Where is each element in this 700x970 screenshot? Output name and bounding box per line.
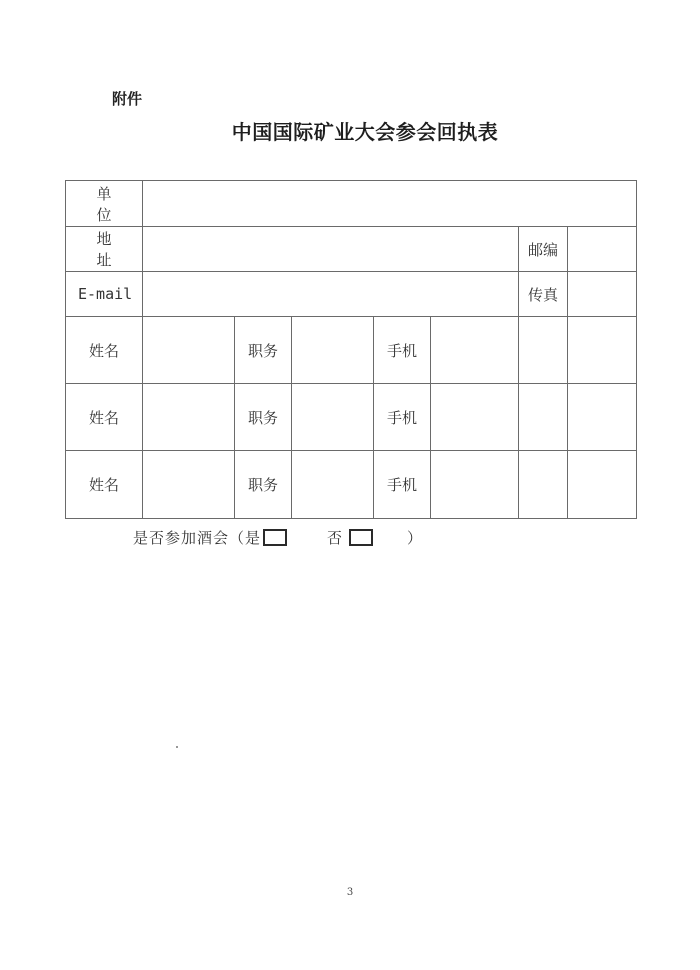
attendee-row xyxy=(66,451,637,519)
address-field[interactable] xyxy=(143,227,519,272)
extra-cell[interactable] xyxy=(568,451,637,519)
registration-form-table xyxy=(65,180,637,519)
mobile-label: 手机 xyxy=(374,451,431,519)
email-label: E-mail xyxy=(66,272,143,317)
extra-cell[interactable] xyxy=(519,384,568,451)
fax-field[interactable] xyxy=(568,272,637,317)
cocktail-party-question xyxy=(133,527,423,548)
mobile-field[interactable] xyxy=(431,451,519,519)
address-label: 地 址 xyxy=(66,227,143,272)
no-label: 否 xyxy=(327,529,344,547)
position-label: 职务 xyxy=(235,384,292,451)
name-field[interactable] xyxy=(143,451,235,519)
name-label: 姓名 xyxy=(66,384,143,451)
mobile-label: 手机 xyxy=(374,384,431,451)
mobile-field[interactable] xyxy=(431,317,519,384)
position-label: 职务 xyxy=(235,451,292,519)
unit-field[interactable] xyxy=(143,181,637,227)
extra-cell[interactable] xyxy=(519,451,568,519)
no-checkbox[interactable] xyxy=(349,529,373,546)
mobile-label: 手机 xyxy=(374,317,431,384)
postcode-field[interactable] xyxy=(568,227,637,272)
cocktail-question-text: 是否参加酒会（是 xyxy=(133,529,262,547)
name-label: 姓名 xyxy=(66,451,143,519)
attendee-row xyxy=(66,317,637,384)
position-label: 职务 xyxy=(235,317,292,384)
extra-cell[interactable] xyxy=(519,317,568,384)
extra-cell[interactable] xyxy=(568,317,637,384)
extra-cell[interactable] xyxy=(568,384,637,451)
email-field[interactable] xyxy=(143,272,519,317)
fax-label: 传真 xyxy=(519,272,568,317)
mobile-field[interactable] xyxy=(431,384,519,451)
page-number: 3 xyxy=(346,887,354,898)
postcode-label: 邮编 xyxy=(519,227,568,272)
yes-checkbox[interactable] xyxy=(263,529,287,546)
position-field[interactable] xyxy=(292,451,374,519)
name-label: 姓名 xyxy=(66,317,143,384)
scan-speck xyxy=(176,746,178,748)
unit-label: 单 位 xyxy=(66,181,143,227)
position-field[interactable] xyxy=(292,384,374,451)
position-field[interactable] xyxy=(292,317,374,384)
attachment-label: 附件 xyxy=(112,90,143,108)
name-field[interactable] xyxy=(143,317,235,384)
name-field[interactable] xyxy=(143,384,235,451)
document-title: 中国国际矿业大会参会回执表 xyxy=(231,120,499,144)
attendee-row xyxy=(66,384,637,451)
close-paren: ） xyxy=(407,529,424,547)
